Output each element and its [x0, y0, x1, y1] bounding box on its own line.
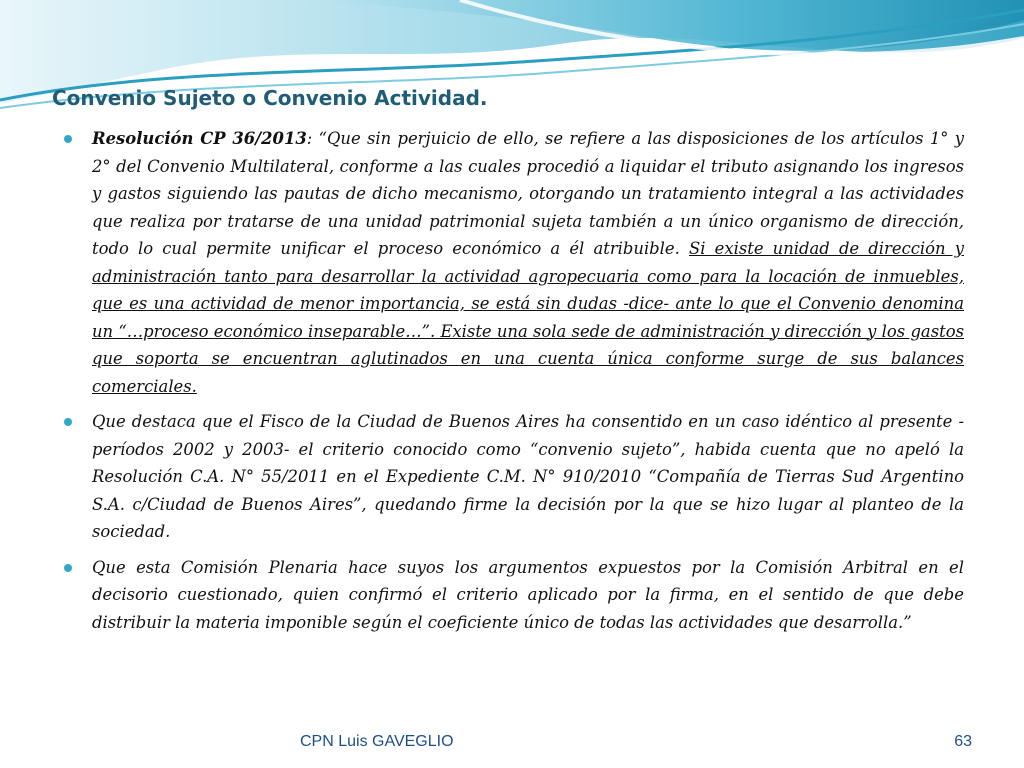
slide-title: Convenio Sujeto o Convenio Actividad. [52, 86, 488, 110]
bullet-list [62, 125, 964, 644]
bullet-text: Que destaca que el Fisco de la Ciudad de Buenos Aires ha consentido en un caso idéntico al presente -períodos 2002 y 2003- el criterio conocido como “convenio sujeto”, habida cuenta que no apeló la Resolución C.A. N° 55/2011 en el Expediente C.M. N° 910/2010 “Compañía de Tierras Sud Argentino S.A. c/Ciudad de Buenos Aires”, quedando firme la decisión por la que se hizo lugar al planteo de la sociedad. [92, 412, 964, 541]
bullet-text: Que esta Comisión Plenaria hace suyos los argumentos expuestos por la Comisión Arbitral en el decisorio cuestionado, quien confirmó el criterio aplicado por la firma, en el sentido de que debe distribuir la materia imponible según el coeficiente único de todas las actividades que desarrolla.” [92, 557, 964, 632]
footer-author: CPN Luis GAVEGLIO [300, 733, 454, 750]
bullet-dot-icon [64, 135, 72, 143]
bullet-text: : “Que sin perjuicio de ello, se refiere a las disposiciones de los artículos 1° y 2° del Convenio Multilateral, conforme a las cuales procedió a liquidar el tributo asignando los ingresos y gastos siguiendo las pautas de dicho mecanismo, otorgando un tratamiento integral a las actividades que realiza por tratarse de una unidad patrimonial sujeta también a un único organismo de dirección, todo lo cual permite unificar el proceso económico a él atribuible. [92, 129, 965, 258]
bullet-lead-text: Resolución CP 36/2013 [92, 129, 307, 148]
bullet-dot-icon [64, 418, 72, 426]
bullet-item [62, 408, 964, 546]
bullet-underlined-text: Si existe unidad de dirección y administración tanto para desarrollar la actividad agropecuaria como para la locación de inmuebles, que es una actividad de menor importancia, se está sin dudas -dice- ante lo que el Convenio denomina un “…proceso económico inseparable…”. Existe una sola sede de administración y dirección y los gastos que soporta se encuentran aglutinados en una cuenta única conforme surge de sus balances comerciales. [92, 239, 965, 396]
bullet-item [62, 125, 964, 400]
slide-number: 63 [954, 733, 972, 750]
bullet-dot-icon [64, 564, 72, 572]
bullet-item [62, 554, 964, 637]
